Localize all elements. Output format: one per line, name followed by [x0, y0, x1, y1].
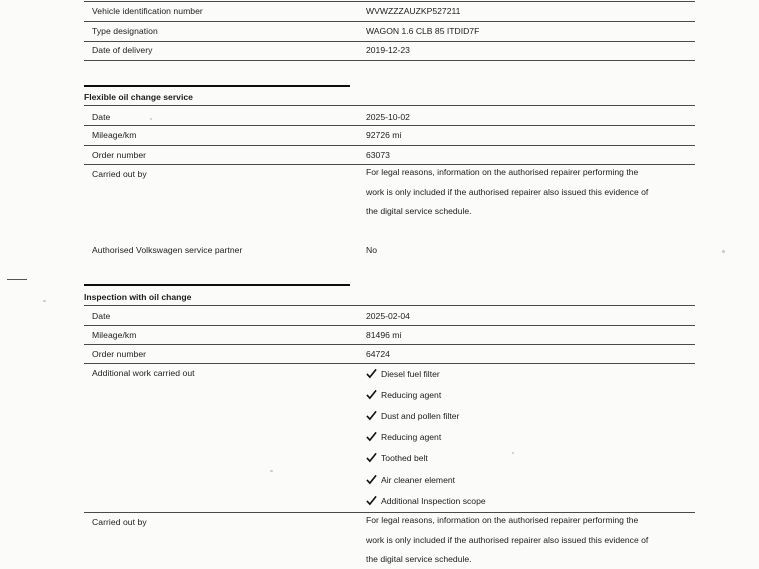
scan-speck: [722, 250, 725, 253]
work-item: [366, 495, 486, 506]
oil-date-label: Date: [92, 112, 111, 122]
row-divider: [84, 125, 695, 126]
checkmark-icon: [366, 368, 377, 379]
inspection-mileage-value: 81496 mi: [366, 330, 402, 340]
work-item-label: Reducing agent: [381, 390, 442, 400]
work-item: [366, 389, 441, 400]
oil-service-title: Flexible oil change service: [84, 92, 193, 102]
checkmark-icon: [366, 410, 377, 421]
checkmark-icon: [366, 474, 377, 485]
checkmark-icon: [366, 452, 377, 463]
scan-speck: [512, 452, 514, 454]
row-divider: [84, 1, 695, 2]
vin-value: WVWZZZAUZKP527211: [366, 6, 461, 16]
section-rule: [84, 284, 350, 286]
additional-work-label: Additional work carried out: [92, 368, 195, 378]
row-divider: [84, 21, 695, 22]
oil-mileage-label: Mileage/km: [92, 130, 137, 140]
oil-date-value: 2025-10-02: [366, 112, 410, 122]
oil-order-label: Order number: [92, 150, 147, 160]
row-divider: [84, 41, 695, 42]
inspection-date-value: 2025-02-04: [366, 311, 410, 321]
oil-order-value: 63073: [366, 150, 390, 160]
oil-carried-out-text: [366, 163, 696, 222]
delivery-date-value: 2019-12-23: [366, 45, 410, 55]
work-item: [366, 452, 428, 463]
checkmark-icon: [366, 389, 377, 400]
work-item-label: Dust and pollen filter: [381, 411, 460, 421]
inspection-date-label: Date: [92, 311, 111, 321]
work-item-label: Air cleaner element: [381, 475, 456, 485]
work-item: [366, 410, 459, 421]
checkmark-icon: [366, 431, 377, 442]
row-divider: [84, 145, 695, 146]
row-divider: [84, 325, 695, 326]
work-item-label: Diesel fuel filter: [381, 369, 440, 379]
work-item: [366, 431, 441, 442]
row-divider: [84, 305, 695, 306]
service-partner-value: No: [366, 245, 377, 255]
scan-speck: [43, 300, 46, 302]
section-rule: [84, 85, 350, 87]
type-designation-label: Type designation: [92, 26, 158, 36]
work-item-label: Additional Inspection scope: [381, 496, 486, 506]
delivery-date-label: Date of delivery: [92, 45, 153, 55]
vin-label: Vehicle identification number: [92, 6, 203, 16]
inspection-carried-out-text: [366, 511, 696, 569]
legal-notice-line: the digital service schedule.: [366, 554, 472, 564]
legal-notice-line: For legal reasons, information on the authorised repairer performing the: [366, 167, 639, 177]
legal-notice-line: For legal reasons, information on the authorised repairer performing the: [366, 515, 639, 525]
row-divider: [84, 344, 695, 345]
work-item-label: Reducing agent: [381, 432, 442, 442]
oil-mileage-value: 92726 mi: [366, 130, 402, 140]
row-divider: [84, 60, 695, 61]
scan-speck: [150, 118, 152, 120]
inspection-title: Inspection with oil change: [84, 292, 192, 302]
work-item-label: Toothed belt: [381, 453, 428, 463]
inspection-order-label: Order number: [92, 349, 147, 359]
oil-carried-out-label: Carried out by: [92, 169, 147, 179]
inspection-mileage-label: Mileage/km: [92, 330, 137, 340]
scan-mark: [7, 279, 27, 280]
type-designation-value: WAGON 1.6 CLB 85 ITDID7F: [366, 26, 480, 36]
row-divider: [84, 105, 695, 106]
legal-notice-line: work is only included if the authorised repairer also issued this evidence of: [366, 186, 649, 197]
row-divider: [84, 363, 695, 364]
legal-notice-line: work is only included if the authorised repairer also issued this evidence of: [366, 534, 649, 545]
checkmark-icon: [366, 495, 377, 506]
legal-notice-line: the digital service schedule.: [366, 206, 472, 216]
work-item: [366, 474, 455, 485]
service-partner-label: Authorised Volkswagen service partner: [92, 245, 243, 255]
inspection-carried-out-label: Carried out by: [92, 517, 147, 527]
work-item: [366, 368, 440, 379]
inspection-order-value: 64724: [366, 349, 390, 359]
scan-speck: [270, 470, 273, 472]
